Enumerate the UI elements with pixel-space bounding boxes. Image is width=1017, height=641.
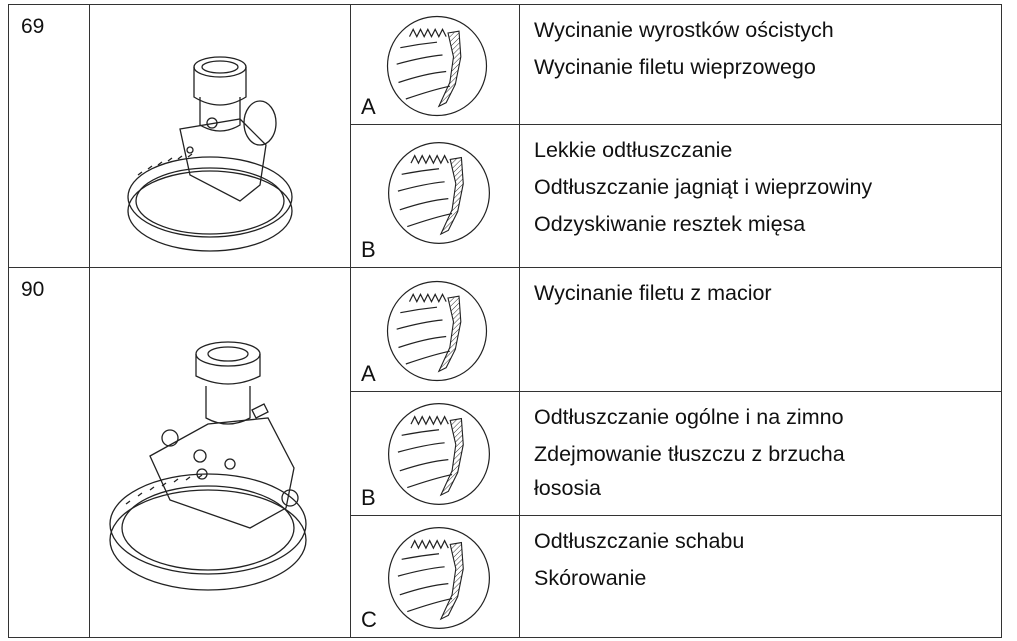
model-number: 90 <box>9 268 90 638</box>
use-item: Wycinanie filetu z macior <box>534 281 772 305</box>
blade-profile-icon <box>351 125 520 268</box>
blade-uses <box>520 268 1002 392</box>
blade-uses <box>520 125 1002 268</box>
use-item: Zdejmowanie tłuszczu z brzucha <box>534 442 845 466</box>
use-item: Wycinanie wyrostków ościstych <box>534 18 834 42</box>
table-row <box>9 268 1002 392</box>
use-item: łososia <box>534 476 601 500</box>
trimmer-head-large-icon <box>90 268 351 638</box>
use-item: Skórowanie <box>534 566 647 590</box>
trimmer-head-small-icon <box>90 5 351 268</box>
table-row <box>9 5 1002 125</box>
blade-spec-table <box>8 4 1002 638</box>
blade-profile-icon <box>351 516 520 638</box>
use-item: Odtłuszczanie schabu <box>534 529 745 553</box>
blade-letter: B <box>361 485 376 510</box>
blade-profile-icon <box>351 392 520 516</box>
blade-letter: C <box>361 607 377 632</box>
blade-uses <box>520 516 1002 638</box>
blade-uses <box>520 392 1002 516</box>
blade-profile-icon <box>351 5 520 125</box>
use-item: Odzyskiwanie resztek mięsa <box>534 212 806 237</box>
blade-letter: A <box>361 361 376 386</box>
model-number: 69 <box>9 5 90 268</box>
use-item: Wycinanie filetu wieprzowego <box>534 55 816 79</box>
use-item: Lekkie odtłuszczanie <box>534 138 733 163</box>
use-item: Odtłuszczanie ogólne i na zimno <box>534 405 844 429</box>
blade-uses <box>520 5 1002 125</box>
use-item: Odtłuszczanie jagniąt i wieprzowiny <box>534 175 873 200</box>
blade-profile-icon <box>351 268 520 392</box>
blade-letter: B <box>361 237 376 262</box>
blade-letter: A <box>361 94 376 120</box>
